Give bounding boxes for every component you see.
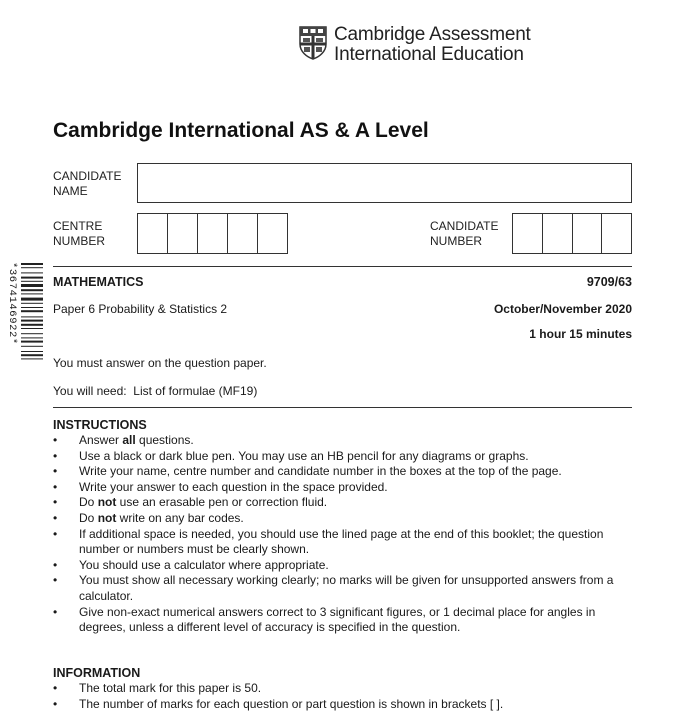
divider-top [53,266,632,267]
instruction-item: • Do not use an erasable pen or correction fluid. [53,495,633,511]
barcode-bar [21,263,43,265]
barcode-bar [21,320,43,322]
barcode-bar [21,316,43,317]
candidate-number-field[interactable] [512,213,632,254]
barcode-text: *3674146922* [6,262,18,345]
information-list [53,681,633,712]
barcode-bar [21,272,43,273]
paper-title: Paper 6 Probability & Statistics 2 [53,302,228,316]
cambridge-shield-icon [299,26,327,60]
answer-note: You must answer on the question paper. [53,356,267,370]
candidate-number-cell[interactable] [573,214,603,253]
barcode-bar [21,298,43,301]
centre-number-field[interactable] [137,213,288,254]
candidate-number-cell[interactable] [543,214,573,253]
barcode-bar [21,337,43,338]
logo-line-2: International Education [334,44,524,65]
barcode-bar [21,358,43,359]
barcode-bar [21,284,43,287]
barcode-bar [21,289,43,291]
candidate-name-field[interactable] [137,163,632,203]
instruction-item: • If additional space is needed, you should use the lined page at the end of this booklet; the question number or numbers must be clearly shown. [53,527,633,558]
barcode-bar [21,351,43,352]
centre-number-cell[interactable] [258,214,287,253]
instructions-heading: INSTRUCTIONS [53,418,147,432]
centre-number-cell[interactable] [168,214,198,253]
materials-label: You will need: [53,384,127,398]
information-item: • The number of marks for each question or part question is shown in brackets [ ]. [53,697,633,712]
exam-title: Cambridge International AS & A Level [53,119,429,142]
candidate-number-cell[interactable] [602,214,631,253]
candidate-number-cell[interactable] [513,214,543,253]
candidate-name-label: CANDIDATE NAME [53,169,122,198]
logo-line-1: Cambridge Assessment [334,24,531,45]
candidate-number-label: CANDIDATE NUMBER [430,219,499,248]
barcode-bar [21,277,43,279]
instruction-item: • Write your name, centre number and candidate number in the boxes at the top of the page. [53,464,633,480]
barcode-bar [21,324,43,326]
barcode-bar [21,354,43,356]
barcode-bar [21,341,43,343]
instruction-item: • Use a black or dark blue pen. You may use an HB pencil for any diagrams or graphs. [53,449,633,465]
instruction-item: • You must show all necessary working clearly; no marks will be given for unsupported answers from a calculator. [53,573,633,604]
divider-middle [53,407,632,408]
subject-name: MATHEMATICS [53,275,144,289]
exam-session: October/November 2020 [493,302,632,316]
barcode-bar [21,328,43,329]
cambridge-logo [299,24,539,68]
barcode-bar [21,333,43,334]
information-item: • The total mark for this paper is 50. [53,681,633,697]
barcode-bar [21,346,43,347]
barcode-bar [21,307,43,308]
barcode [4,262,44,396]
instruction-item: • Give non-exact numerical answers correct to 3 significant figures, or 1 decimal place for angles in degrees, unless a different level of accuracy is specified in the question. [53,605,633,636]
centre-number-cell[interactable] [138,214,168,253]
barcode-bar [21,267,43,268]
exam-duration: 1 hour 15 minutes [529,327,632,341]
centre-number-label: CENTRE NUMBER [53,219,106,248]
materials-item: List of formulae (MF19) [133,384,258,398]
instructions-list [53,433,633,636]
barcode-bar [21,310,43,312]
barcode-bar [21,303,43,304]
barcode-bar [21,293,43,294]
materials-needed [53,384,257,398]
instruction-item: • You should use a calculator where appropriate. [53,558,633,574]
instruction-item: • Write your answer to each question in the space provided. [53,480,633,496]
instruction-item: • Do not write on any bar codes. [53,511,633,527]
barcode-bar [21,281,43,282]
information-heading: INFORMATION [53,666,141,680]
centre-number-cell[interactable] [228,214,258,253]
paper-code: 9709/63 [586,275,632,289]
centre-number-cell[interactable] [198,214,228,253]
instruction-item: • Answer all questions. [53,433,633,449]
